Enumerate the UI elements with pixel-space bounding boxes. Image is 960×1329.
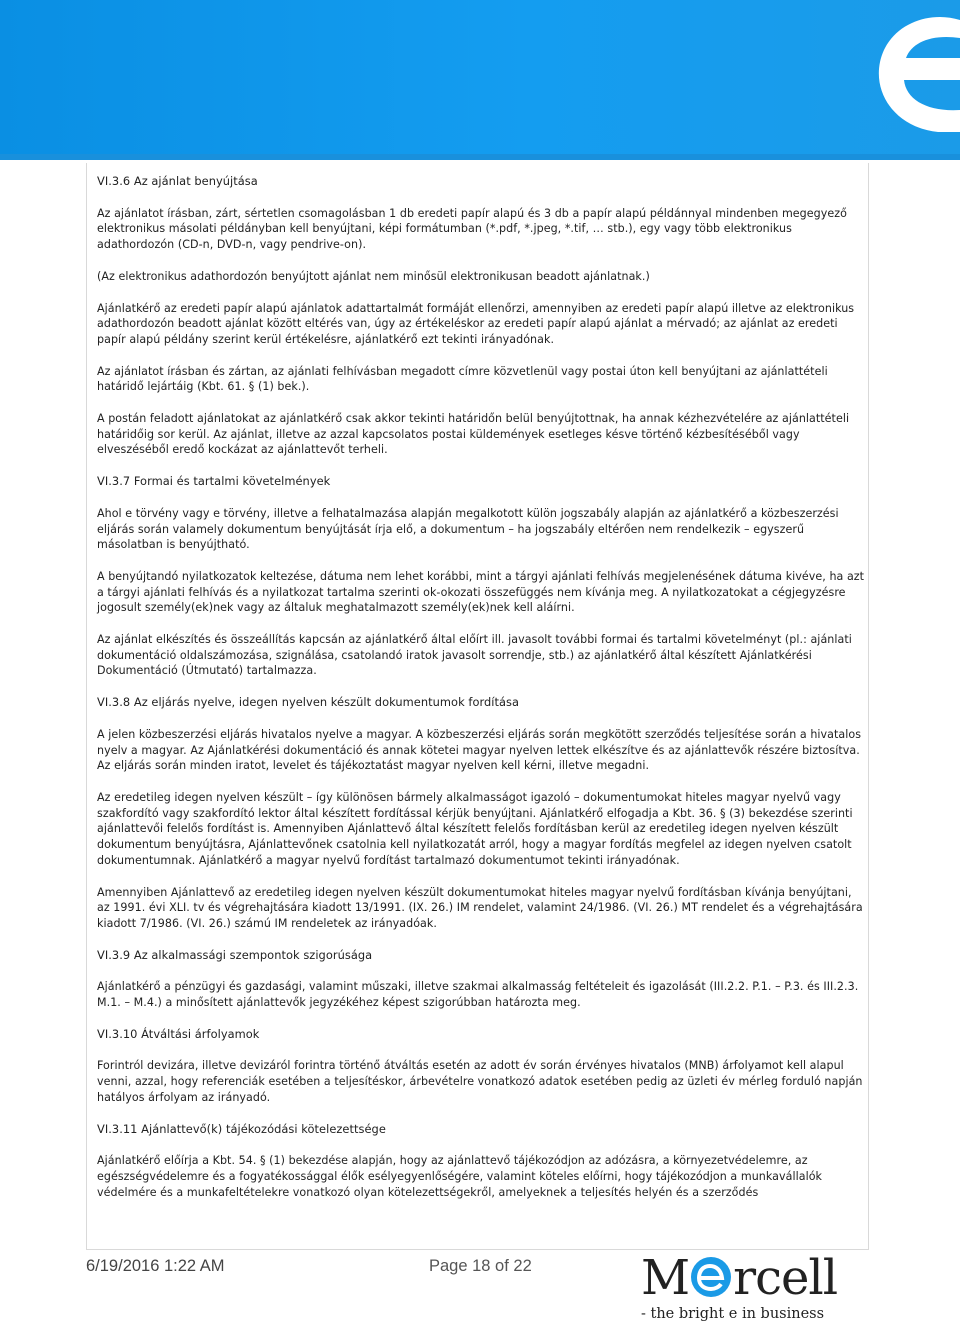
paragraph: Az ajánlatot írásban és zártan, az ajánlati felhívásban megadott címre közvetlenül vagy postai úton kell benyújtani az ajánlattételi határidő lejártáig (Kbt. 61. § (1) bek.). xyxy=(97,364,828,394)
paragraph: Ajánlatkérő az eredeti papír alapú ajánlatok adattartalmát formáját ellenőrzi, amennyiben az eredeti papír alapú illetve az elektronikus adathordozón beadott ajánlat között eltérés van, úgy az értékeléskor az eredeti papír alapú ajánlat a mérvadó; az ajánlat az eredeti papír alapú példány szerint kerül értékelésre, ajánlatkérő ezt tekinti irányadónak. xyxy=(97,301,855,346)
paragraph: A postán feladott ajánlatokat az ajánlatkérő csak akkor tekinti határidőn belül benyújtottnak, ha annak kézhezvételére az ajánlattételi határidőig sor kerül. Az ajánlat, illetve az azzal kapcsolatos postai küldemények esetleges késve történő kézbesítéséből vagy elveszéséből eredő kockázat az ajánlattevőt terheli. xyxy=(97,412,850,457)
logo-wordmark: M rcell xyxy=(641,1250,838,1306)
paragraph: Az ajánlatot írásban, zárt, sértetlen csomagolásban 1 db eredeti papír alapú és 3 db a papír alapú példánnyal mindenben megegyező elektronikus másolati példányban kell benyújtani, képi formátumban (*.pdf, *.jpeg, *.tif, … stb.), egy vagy több elektronikus adathordozón (CD-n, DVD-n, vagy pendrive-on). xyxy=(97,206,847,252)
paragraph: Az ajánlat elkészítés és összeállítás kapcsán az ajánlatkérő által előírt ill. javasolt további formai és tartalmi követelményt (pl.: ajánlati dokumentáció oldalszámozása, szignálása, csatolandó iratok javasolt sorrendje, stb.) az ajánlatkérő által készített Ajánlatkérési Dokumentáció (Útmutató) tartalmazza. xyxy=(97,633,852,678)
logo-tagline: - the bright e in business xyxy=(641,1306,825,1322)
stylized-e-icon xyxy=(828,0,960,135)
section-heading: VI.3.7 Formai és tartalmi követelmények xyxy=(97,474,331,489)
header-rule xyxy=(0,154,960,160)
paragraph: Az eredetileg idegen nyelven készült – így különösen bármely alkalmasságot igazoló – dokumentumokat hiteles magyar nyelvű vagy szakfordító vagy szakfordító lektor által készített fordítással kérjük benyújtani. Ajánlatkérő elfogadja a Kbt. 36. § (3) bekezdése szerinti ajánlattevői felelős fordítást is. Amennyiben Ajánlattevő által készített felelős fordításban kerül az eredetileg idegen nyelven készült dokumentum benyújtásra, Ajánlattevőnek csatolnia kell nyilatkozatát arról, hogy a magyar fordítás megfelel az idegen nyelven csatolt dokumentumnak. Ajánlatkérő a magyar nyelvű fordítást tartalmazó dokumentumot tekinti irányadónak. xyxy=(97,790,853,867)
document-body xyxy=(86,163,869,1250)
footer-page-number: Page 18 of 22 xyxy=(429,1257,532,1275)
paragraph: (Az elektronikus adathordozón benyújtott ajánlat nem minősül elektronikusan beadott ajánlatnak.) xyxy=(97,269,650,283)
footer-date: 6/19/2016 1:22 AM xyxy=(86,1257,225,1275)
section-heading: VI.3.11 Ajánlattevő(k) tájékozódási kötelezettsége xyxy=(97,1121,386,1136)
paragraph: Ajánlatkérő előírja a Kbt. 54. § (1) bekezdése alapján, hogy az ajánlattevő tájékozódjon az adózásra, a környezetvédelemre, az egészségvédelemre és a fogyatékossággal élők esélyegyenlőségére, valamint köteles előírni, hogy tájékozódjon a munkavállalók védelmére és a munkafeltételekre vonatkozó olyan kötelezettségekről, amelyeknek a teljesítés helyén és a szerződés xyxy=(97,1154,823,1199)
logo-e-icon xyxy=(690,1256,732,1298)
header-band xyxy=(0,0,960,160)
section-heading: VI.3.10 Átváltási árfolyamok xyxy=(97,1026,260,1041)
paragraph: Amennyiben Ajánlattevő az eredetileg idegen nyelven készült dokumentumokat hiteles magyar nyelvű fordításban kívánja benyújtani, az 1991. évi XLI. tv és végrehajtására kiadott 13/1991. (IX. 26.) IM rendelet, valamint 24/1986. (VI. 26.) MT rendelet és a végrehajtására kiadott 7/1986. (VI. 26.) számú IM rendeletek az irányadóak. xyxy=(97,885,863,930)
paragraph: Ajánlatkérő a pénzügyi és gazdasági, valamint műszaki, illetve szakmai alkalmasság feltételeit és igazolását (III.2.2. P.1. – P.3. és III.2.3. M.1. – M.4.) a minősített ajánlattevők jegyzékéhez képest szigorúbban határozta meg. xyxy=(97,980,859,1010)
paragraph: A jelen közbeszerzési eljárás hivatalos nyelve a magyar. A közbeszerzési eljárás során megkötött szerződés teljesítése során a hivatalos nyelv a magyar. Az Ajánlatkérési dokumentáció és annak kötetei magyar nyelven lettek elkészítve és az ajánlattevők részére biztosítva. Az eljárás során minden iratot, levelet és tájékoztatást magyar nyelven kell kérni, illetve megadni. xyxy=(97,727,862,773)
paragraph: A benyújtandó nyilatkozatok keltezése, dátuma nem lehet korábbi, mint a tárgyi ajánlati felhívás megjelenésének dátuma kivéve, ha azt a tárgyi ajánlati felhívás és a nyilatkozat tartalma szerinti ok-okozati összefüggés nem kívánja meg. A nyilatkozatokat a cégjegyzésre jogosult személy(ek)nek vagy az általuk meghatalmazott személy(ek)nek kell aláírni. xyxy=(97,569,865,615)
section-heading: VI.3.8 Az eljárás nyelve, idegen nyelven készült dokumentumok fordítása xyxy=(97,695,520,710)
section-heading: VI.3.9 Az alkalmassági szempontok szigorúsága xyxy=(97,947,373,962)
mercell-logo xyxy=(641,1250,871,1329)
document-content xyxy=(97,174,867,1216)
paragraph: Forintról devizára, illetve devizáról forintra történő átváltás esetén az adott év során érvényes hivatalos (MNB) árfolyamot kell alapul venni, azzal, hogy referenciák esetében a teljesítéskor, árbevételre vonatkozó adatok esetében pedig az üzleti év mérleg forduló napján hatályos árfolyam az irányadó. xyxy=(97,1059,863,1104)
section-heading: VI.3.6 Az ajánlat benyújtása xyxy=(97,174,258,188)
page-footer xyxy=(86,1250,869,1329)
paragraph: Ahol e törvény vagy e törvény, illetve a felhatalmazása alapján megalkotott külön jogszabály alapján az ajánlatkérő a közbeszerzési eljárás során valamely dokumentum benyújtását írja elő, a dokumentum – ha jogszabály eltérően nem rendelkezik – egyszerű másolatban is benyújtható. xyxy=(97,506,839,552)
